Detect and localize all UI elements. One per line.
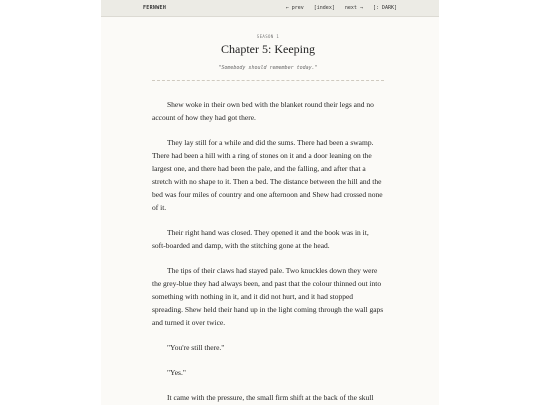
paragraph: It came with the pressure, the small firm shift at the back of the skull bbox=[167, 393, 374, 403]
chapter-content bbox=[101, 34, 439, 404]
chapter-body bbox=[152, 98, 384, 404]
chapter-nav bbox=[286, 5, 397, 11]
top-bar bbox=[101, 0, 439, 17]
site-brand[interactable]: FERNWEH bbox=[143, 5, 167, 11]
next-link[interactable]: next → bbox=[344, 5, 363, 11]
divider bbox=[152, 80, 384, 81]
dark-mode-toggle[interactable]: [: DARK] bbox=[372, 5, 397, 11]
chapter-title: Chapter 5: Keeping bbox=[221, 42, 315, 56]
paragraph: Their right hand was closed. They opened it and the book was in it, soft-boarded and damp, with the stitching gone at the head. bbox=[152, 228, 369, 251]
season-label: SEASON 1 bbox=[256, 34, 280, 39]
chapter-epigraph: "Somebody should remember today." bbox=[218, 65, 318, 72]
prev-link[interactable]: ← prev bbox=[285, 5, 304, 11]
paragraph: Shew woke in their own bed with the blanket round their legs and no account of how they had got there. bbox=[152, 100, 374, 123]
paragraph: The tips of their claws had stayed pale. Two knuckles down they were the grey-blue they had always been, and past that the colour thinned out into something with nothing in it, and it did not hurt, and it had stopped spreading. Shew held their hand up in the light coming through the wall gaps and turned it over twice. bbox=[152, 266, 384, 328]
reader-page bbox=[101, 0, 439, 405]
paragraph: "Yes." bbox=[167, 368, 186, 378]
index-link[interactable]: [index] bbox=[313, 5, 335, 11]
paragraph: "You're still there." bbox=[167, 343, 225, 353]
paragraph: They lay still for a while and did the sums. There had been a swamp. There had been a hill with a ring of stones on it and a door leaning on the largest one, and there had been the pale, and the falling, and after that a stretch with no shape to it. Then a bed. The distance between the hill and the bed was four miles of country and one afternoon and Shew had crossed none of it. bbox=[152, 138, 383, 213]
